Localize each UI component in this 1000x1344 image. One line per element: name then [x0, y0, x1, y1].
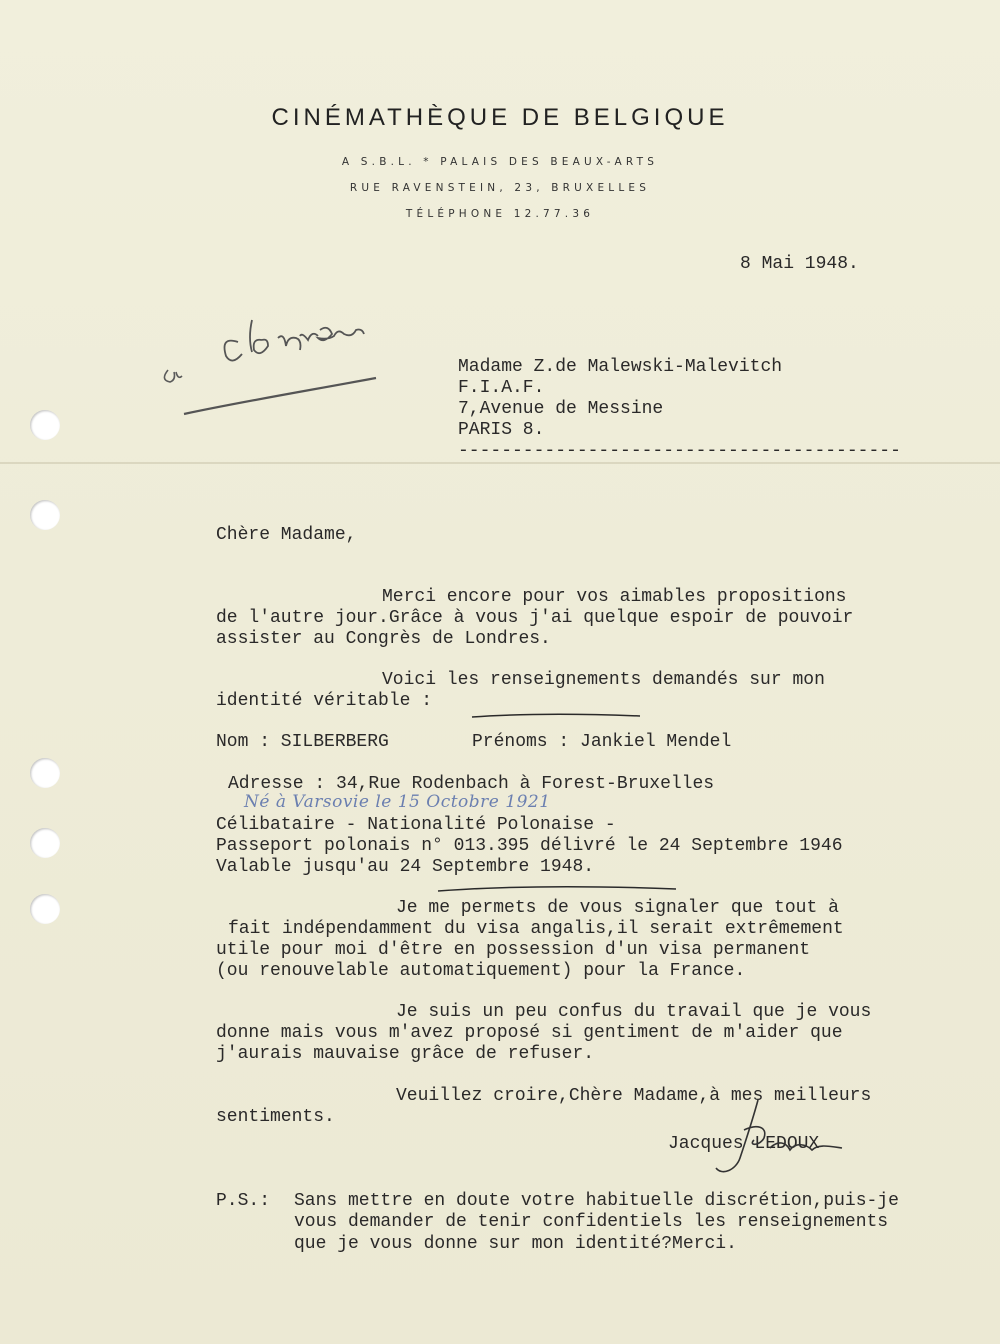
identity-nom: Nom : SILBERBERG	[216, 732, 389, 752]
closing-line-2: sentiments.	[216, 1107, 335, 1127]
recipient-line-1: Madame Z.de Malewski-Malevitch	[458, 357, 783, 377]
recipient-line-4: PARIS 8.	[458, 420, 545, 440]
letterhead-line-3: TÉLÉPHONE 12.77.36	[405, 208, 595, 220]
identity-prenoms: Prénoms : Jankiel Mendel	[472, 732, 732, 752]
body-p1-line-2: de l'autre jour.Grâce à vous j'ai quelque espoir de pouvoir	[216, 608, 854, 628]
postscript-line-1: Sans mettre en doute votre habituelle discrétion,puis-je	[294, 1191, 899, 1211]
letterhead-line-2: RUE RAVENSTEIN, 23, BRUXELLES	[349, 182, 651, 194]
handwritten-birth-note: Né à Varsovie le 15 Octobre 1921	[244, 792, 551, 812]
postscript-label: P.S.:	[216, 1191, 271, 1211]
identity-detail-3: Valable jusqu'au 24 Septembre 1948.	[216, 857, 595, 877]
postscript-line-2: vous demander de tenir confidentiels les renseignements	[294, 1212, 889, 1232]
letterhead-line-1: A S.B.L. * PALAIS DES BEAUX-ARTS	[341, 156, 659, 168]
body-p2-line-2: identité véritable :	[216, 691, 433, 711]
identity-adresse: Adresse : 34,Rue Rodenbach à Forest-Bruxelles	[228, 774, 715, 794]
body-p4-line-3: j'aurais mauvaise grâce de refuser.	[216, 1044, 595, 1064]
salutation: Chère Madame,	[216, 525, 357, 545]
closing-line-1: Veuillez croire,Chère Madame,à mes meilleurs	[396, 1086, 872, 1106]
letter-date: 8 Mai 1948.	[740, 254, 859, 274]
body-p3-line-4: (ou renouvelable automatiquement) pour la France.	[216, 961, 746, 981]
body-p1-line-1: Merci encore pour vos aimables propositions	[382, 587, 847, 607]
body-p4-line-1: Je suis un peu confus du travail que je vous	[396, 1002, 872, 1022]
identity-detail-2: Passeport polonais n° 013.395 délivré le 24 Septembre 1946	[216, 836, 843, 856]
recipient-line-2: F.I.A.F.	[458, 378, 545, 398]
body-p3-line-1: Je me permets de vous signaler que tout à	[396, 898, 839, 918]
letterhead-organization: CINÉMATHÈQUE DE BELGIQUE	[271, 104, 729, 131]
identity-detail-1: Célibataire - Nationalité Polonaise -	[216, 815, 616, 835]
body-p2-line-1: Voici les renseignements demandés sur mon	[382, 670, 825, 690]
recipient-rule: -----------------------------------------	[458, 441, 901, 461]
body-p1-line-3: assister au Congrès de Londres.	[216, 629, 551, 649]
signature-typed: Jacques LEDOUX	[668, 1134, 820, 1154]
body-p3-line-2: fait indépendamment du visa angalis,il serait extrêmement	[228, 919, 844, 939]
body-p3-line-3: utile pour moi d'être en possession d'un visa permanent	[216, 940, 811, 960]
recipient-line-3: 7,Avenue de Messine	[458, 399, 664, 419]
body-p4-line-2: donne mais vous m'avez proposé si gentiment de m'aider que	[216, 1023, 843, 1043]
postscript-line-3: que je vous donne sur mon identité?Merci.	[294, 1234, 737, 1254]
